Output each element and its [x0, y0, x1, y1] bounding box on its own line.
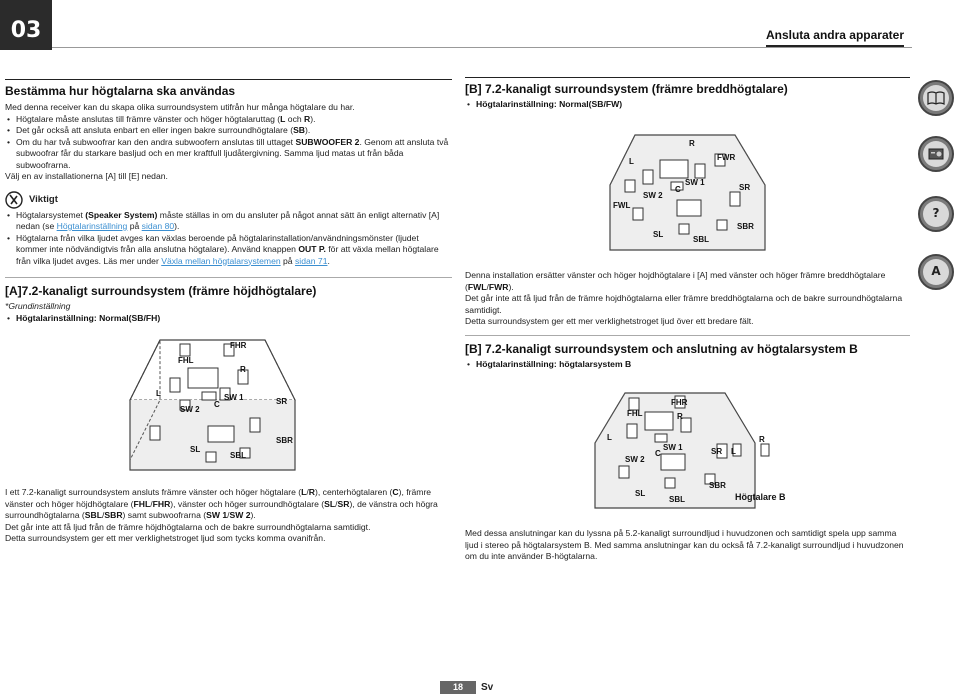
- label-l: L: [607, 433, 612, 442]
- page-section-title: Ansluta andra apparater: [766, 30, 904, 47]
- label-sr: SR: [276, 397, 288, 406]
- label-fhr: FHR: [671, 398, 688, 407]
- section-a-paragraph: I ett 7.2-kanaligt surroundsystem ansluts främre vänster och höger högtalare (L/R), centerhögtalaren (C), främre vänster och höger höjdhögtalare (FHL/FHR), vänster och höger surroundhögtalare (SL/SR), de vänstra och högra surroundhögtalarna (SBL/SBR) samt subwoofrarna (SW 1/SW 2).: [5, 487, 438, 520]
- book-glyph: [927, 91, 945, 105]
- receiver-glyph: [928, 146, 944, 162]
- section-b1: [465, 82, 910, 111]
- speaker-diagram-a: [120, 330, 320, 480]
- section-a-note: Det går inte att få ljud från de främre höjdhögtalarna och de bakre surroundhögtalarna samtidigt.: [5, 521, 371, 532]
- label-sw1: SW 1: [224, 393, 244, 402]
- label-c: C: [675, 185, 681, 194]
- label-sbr: SBR: [276, 436, 293, 445]
- label-b-l: L: [731, 447, 736, 456]
- section-b1-paragraph: Denna installation ersätter vänster och höger hojdhögtalare i [A] med vänster och höger främre breddhögtalare (FWL/FWR).: [465, 270, 886, 292]
- link-page-71[interactable]: sidan 71: [294, 255, 328, 266]
- label-sw2: SW 2: [625, 455, 645, 464]
- setting-list: [465, 359, 910, 371]
- section-b2-description: [465, 528, 910, 563]
- section-a-title: [A]7.2-kanaligt surroundsystem (främre höjdhögtalare): [5, 284, 317, 298]
- label-fhr: FHR: [230, 341, 247, 350]
- list-item: • Om du har två subwoofrar kan den andra subwoofern anslutas till uttaget SUBWOOFER 2. Genom att ansluta två subwoofrar får du starkare basljud och en mer kraftfull ljudåtergivning. Samma ljud matas ut från båda subwoofrarna.: [5, 137, 452, 172]
- label-l: L: [629, 157, 634, 166]
- section-rule: [5, 79, 452, 80]
- label-sbl: SBL: [693, 235, 709, 244]
- label-sbr: SBR: [709, 481, 726, 490]
- section-a-description: [5, 487, 452, 545]
- label-sw1: SW 1: [685, 178, 705, 187]
- header-rule: [52, 47, 912, 48]
- list-item: • Högtalarinställning: Normal(SB/FW): [465, 99, 910, 111]
- label-l: L: [156, 389, 161, 398]
- room-diagram: [120, 330, 320, 480]
- label-r: R: [689, 139, 695, 148]
- label-sw2: SW 2: [180, 405, 200, 414]
- important-list: [5, 210, 452, 268]
- important-heading: Viktigt: [5, 191, 452, 209]
- list-item: • Högtalarsystemet (Speaker System) måste ställas in om du ansluter på något annat sätt än enligt alternativ [A] nedan (se Högtalarinställning på sidan 80).: [5, 210, 452, 233]
- label-speaker-b: Högtalare B: [735, 492, 786, 502]
- label-fwr: FWR: [717, 153, 736, 162]
- link-speaker-setting[interactable]: Högtalarinställning: [56, 221, 128, 231]
- section-b1-description: [465, 270, 910, 328]
- label-c: C: [214, 400, 220, 409]
- list-item: • Högtalarinställning: högtalarsystem B: [465, 359, 910, 371]
- label-c: C: [655, 449, 661, 458]
- section-a: [5, 284, 452, 324]
- room-diagram: [585, 378, 805, 518]
- section-b2-title: [B] 7.2-kanaligt surroundsystem och anslutning av högtalarsystem B: [465, 342, 858, 356]
- chapter-number: 03: [0, 0, 52, 50]
- page-number: 18: [440, 681, 476, 694]
- intro-list: [5, 114, 452, 172]
- section-rule: [465, 77, 910, 78]
- book-icon[interactable]: [918, 80, 954, 116]
- label-sbr: SBR: [737, 222, 754, 231]
- left-column: [5, 84, 452, 267]
- label-sl: SL: [653, 230, 664, 239]
- speaker-diagram-b1: [605, 120, 775, 260]
- list-item: • Högtalarinställning: Normal(SB/FH): [5, 313, 452, 325]
- label-fwl: FWL: [613, 201, 631, 210]
- warning-icon: [5, 191, 23, 209]
- faq-icon[interactable]: ?: [918, 196, 954, 232]
- label-sl: SL: [635, 489, 646, 498]
- label-sr: SR: [739, 183, 751, 192]
- room-diagram: [605, 120, 775, 260]
- label-r: R: [240, 365, 246, 374]
- link-page-80[interactable]: sidan 80: [141, 221, 175, 231]
- label-sl: SL: [190, 445, 201, 454]
- list-item: • Högtalare måste anslutas till främre vänster och höger högtalaruttag (L och R).: [5, 114, 452, 126]
- intro-text: Med denna receiver kan du skapa olika surroundsystem utifrån hur många högtalare du har.: [5, 102, 355, 112]
- label-sr: SR: [711, 447, 723, 456]
- receiver-icon[interactable]: [918, 136, 954, 172]
- section-b1-note: Detta surroundsystem ger ett mer verklighetstroget ljud över ett bredare fält.: [465, 316, 754, 326]
- section-b1-note: Det går inte att få ljud från de främre hojdhögtalarna eller främre breddhögtalarna och de bakre surroundhögtalarna samtidigt.: [465, 293, 903, 315]
- label-fhl: FHL: [627, 409, 643, 418]
- section-b1-title: [B] 7.2-kanaligt surroundsystem (främre breddhögtalare): [465, 82, 788, 96]
- list-item: • Högtalarna från vilka ljudet avges kan växlas beroende på högtalarinstallation/användningsmönster (ljudet kommer inte nödvändigtvis från alla anslutna högtalare). Använd knappen OUT P. för att växla mellan högtalare från vilka ljudet avges. Läs mer under Växla mellan högtalarsystemen på sidan 71.: [5, 233, 452, 268]
- choose-text: Välj en av installationerna [A] till [E] nedan.: [5, 171, 168, 181]
- setting-list: [465, 99, 910, 111]
- label-b-r: R: [759, 435, 765, 444]
- label-sw1: SW 1: [663, 443, 683, 452]
- speaker-diagram-b2: [585, 378, 805, 518]
- page-language: Sv: [481, 682, 494, 693]
- section-b2: [465, 342, 910, 371]
- setting-list: [5, 313, 452, 325]
- section-rule: [465, 335, 910, 336]
- label-sbl: SBL: [230, 451, 246, 460]
- section-b2-paragraph: Med dessa anslutningar kan du lyssna på 5.2-kanaligt surroundljud i huvudzonen och samtidigt spela upp samma ljud i stereo på högtalarsystem B. Med samma anslutningar kan du också få 7.2-kanaligt surroundljud i huvudzonen om du inte använder B-högtalarna.: [465, 528, 904, 561]
- list-item: • Det går också att ansluta enbart en eller ingen bakre surroundhögtalare (SB).: [5, 125, 452, 137]
- label-r: R: [677, 412, 683, 421]
- default-note: *Grundinställning: [5, 301, 71, 311]
- label-sbl: SBL: [669, 495, 685, 504]
- label-fhl: FHL: [178, 356, 194, 365]
- language-icon[interactable]: A: [918, 254, 954, 290]
- section-a-note: Detta surroundsystem ger ett mer verklighetstroget ljud som tycks komma ovanifrån.: [5, 533, 326, 543]
- section-title: Bestämma hur högtalarna ska användas: [5, 84, 236, 98]
- label-sw2: SW 2: [643, 191, 663, 200]
- section-rule: [5, 277, 452, 278]
- link-switch-speakers[interactable]: Växla mellan högtalarsystemen: [161, 255, 281, 266]
